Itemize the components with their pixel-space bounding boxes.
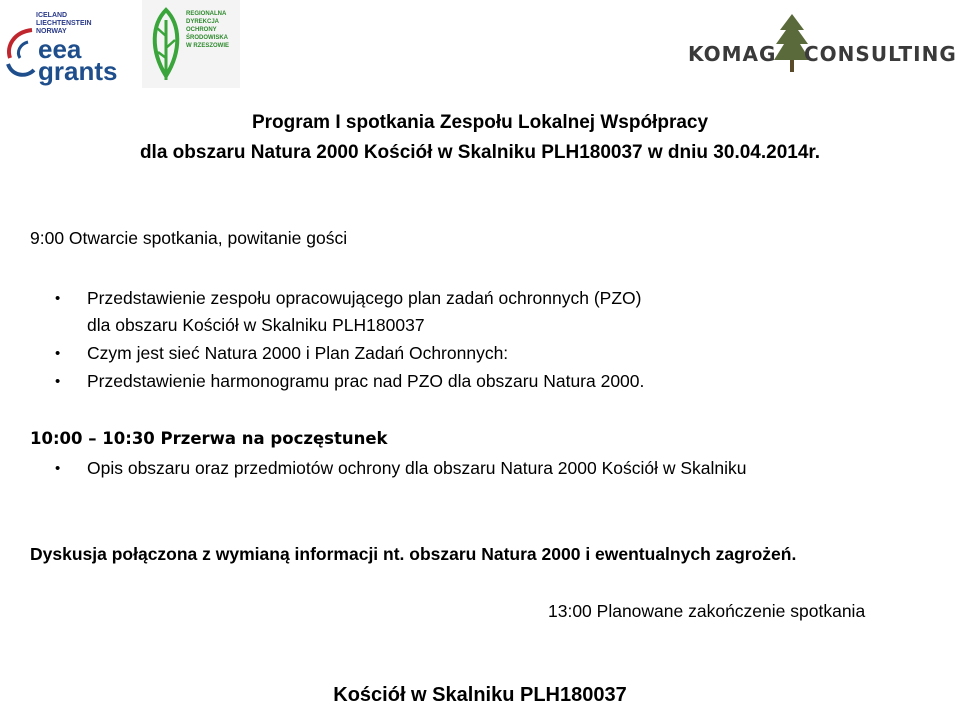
bullet-icon: • [55, 290, 61, 307]
footer-site-name: Kościół w Skalniku PLH180037 [333, 684, 627, 706]
page-subtitle: dla obszaru Natura 2000 Kościół w Skalniku PLH180037 w dniu 30.04.2014r. [139, 142, 821, 163]
bullet-icon: • [55, 460, 61, 477]
opening-rest: , powitanie gości [217, 228, 348, 248]
leaf-icon [148, 6, 184, 84]
agenda-item-continuation: dla obszaru Kościół w Skalniku PLH180037 [87, 315, 425, 335]
eea-grants-logo [0, 2, 125, 90]
agenda-item: Czym jest sieć Natura 2000 i Plan Zadań Ochronnych: [87, 343, 509, 363]
agenda-item: Opis obszaru oraz przedmiotów ochrony dla obszaru Natura 2000 Kościół w Skalniku [87, 458, 747, 478]
rdos-logo [142, 0, 240, 88]
closing-line: 13:00 Planowane zakończenie spotkania [548, 601, 866, 621]
break-label: 10:00 – 10:30 Przerwa na poczęstunek [30, 429, 388, 448]
eea-word: eea [38, 34, 82, 64]
komag-consulting-logo [688, 12, 957, 82]
eea-swirl-icon [4, 24, 38, 80]
bullet-icon: • [55, 373, 61, 390]
consulting-word: CONSULTING [804, 42, 957, 66]
grants-word: grants [38, 56, 118, 86]
agenda-item: Przedstawienie zespołu opracowującego plan zadań ochronnych (PZO) [87, 288, 642, 308]
komag-word: KOMAG [688, 42, 777, 66]
agenda-item: Przedstawienie harmonogramu prac nad PZO dla obszaru Natura 2000. [87, 371, 645, 391]
bullet-icon: • [55, 345, 61, 362]
page-title: Program I spotkania Zespołu Lokalnej Współpracy [251, 112, 709, 133]
rdos-name: REGIONALNA DYREKCJA OCHRONY ŚRODOWISKA W RZESZOWIE [186, 11, 229, 49]
discussion-line: Dyskusja połączona z wymianą informacji nt. obszaru Natura 2000 i ewentualnych zagrożeń. [30, 544, 797, 564]
opening-line [30, 228, 347, 249]
eea-countries: ICELAND LIECHTENSTEIN NORWAY [36, 12, 92, 35]
logo-bar [0, 0, 960, 90]
opening-time: 9:00 Otwarcie spotkania [30, 228, 218, 248]
